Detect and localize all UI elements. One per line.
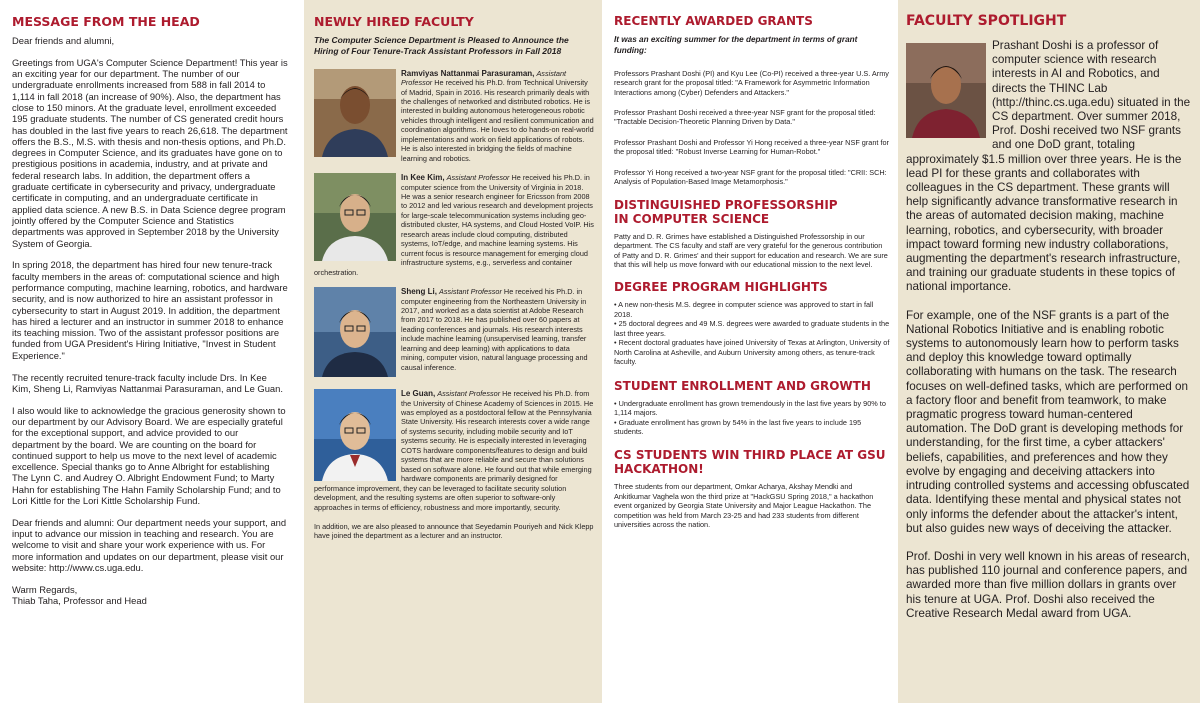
spotlight-photo (906, 43, 986, 138)
newly-hired-faculty-column (304, 0, 602, 703)
section-heading-grants: RECENTLY AWARDED GRANTS (614, 14, 813, 28)
faculty-photo (314, 173, 396, 261)
spotlight-body (906, 39, 1192, 621)
grants-intro: It was an exciting summer for the department in terms of grant funding: (614, 35, 858, 56)
spotlight-paragraph: Prashant Doshi is a professor of computer science with research interests in AI and Robotics, and directs the THINC Lab (http://thinc.cs.uga.edu) situated in the CS department. Over summer 2018, Prof. Doshi received two NSF grants and one DoD grant, totaling approximately $1.5 million over three years. He is the lead PI for these grants and collaborates with colleagues in the CS department. These grants will help significantly advance transformative research in the areas of automated decision making, machine learning, robotics, and cybersecurity, with broader impact toward forming new industry collaborations, augmenting the department's research infrastructure, and training our graduate students in these topics of national importance. (906, 39, 1191, 294)
faculty-title: Assistant Professor (439, 287, 502, 297)
faculty-additional-note: In addition, we are also pleased to announce that Seyedamin Pouriyeh and Nick Klepp have joined the department as a lecturer and an instructor. (314, 522, 594, 541)
section-heading-professorship (614, 198, 890, 226)
list-item: • 25 doctoral degrees and 49 M.S. degrees were awarded to graduate students in the last three years. (614, 319, 890, 338)
faculty-bio: He received his Ph.D. from Technical University of Madrid, Spain in 2016. His research primarily deals with the challenges of networked and distributed robotics. He is interested in building autonomous heterogeneous robotic vehicles through intelligent and resilient communication and coordination algorithms. He loves to do hands-on real-world implementations and work on field applications of robots. He is also interested in bridging the fields of machine learning and robotics. (401, 78, 594, 163)
faculty-name: Le Guan, (401, 389, 436, 399)
faculty-bio: He received his Ph.D. in computer science from the University of Virginia in 2018. He was a senior research engineer for Ericsson from 2008 to 2012 and led various research and development projects for large-scale telecommunication systems including geo-distributed cluster, HA systems, and Cloud Hosted VoIP. His research areas include cloud computing, distributed systems, IoT/edge, and machine learning systems. His current focus is resource management for emerging cloud infrastructure systems, e.g., serverless and container orchestration. (314, 173, 594, 277)
faculty-photo (314, 287, 396, 377)
faculty-name: Sheng Li, (401, 287, 437, 297)
grant-item: Professor Prashant Doshi and Professor Yi Hong received a three-year NSF grant for the proposal titled: "Robust Inverse Learning for Human-Robot." (614, 137, 889, 157)
faculty-title: Assistant Professor (446, 173, 510, 183)
faculty-bio: He received his Ph.D. from the University of Chinese Academy of Sciences in 2015. He was employed as a postdoctoral fellow at the Pennsylvania State University. His research interests cover a wide range of systems security, including mobile security and IoT systems security. He is especially interested in leveraging COTS hardware components/features to design and build systems that are more reliable and secure than solutions based on software alone. He found out that while emerging hardware components are primarily designed for performance improvement, they can be leveraged to facilitate security solution development, and the resulting systems are often superior to software-only approaches in terms of efficiency, robustness and more importantly, security. (314, 389, 594, 512)
hackathon-text: Three students from our department, Omkar Acharya, Akshay Mendki and Ankitkumar Vaghela won the third prize at "HackGSU Spring 2018," a hackathon event organized by Georgia State University and Major League Hackathon. The competition was held from March 23-25 and had 233 students from different universities across the nation. (614, 482, 874, 530)
head-signoff: Warm Regards, (12, 583, 78, 595)
faculty-intro: The Computer Science Department is Pleased to Announce the Hiring of Four Tenure-Track Assistant Professors in Fall 2018 (314, 35, 569, 57)
degree-highlights-list (614, 300, 890, 366)
section-heading-spotlight: FACULTY SPOTLIGHT (906, 13, 1067, 29)
grants-news-column (606, 0, 898, 703)
head-paragraph: The recently recruited tenure-track faculty include Drs. In Kee Kim, Sheng Li, Ramviyas Nattanmai Parasuraman, and Le Guan. (12, 371, 283, 394)
faculty-title: Assistant Professor (437, 389, 501, 399)
grant-item: Professor Yi Hong received a two-year NSF grant for the proposal titled: "CRII: SCH: Analysis of Population-Based Image Metamorphosis." (614, 167, 887, 187)
head-message-body (12, 35, 288, 606)
faculty-profile (314, 287, 594, 379)
list-item: • Recent doctoral graduates have joined University of Texas at Arlington, University of North Carolina at Asheville, and Auburn University among others, as tenure-track faculty. (614, 338, 890, 367)
list-item: • Undergraduate enrollment has grown tremendously in the last five years by 90% to 1,114 majors. (614, 398, 886, 418)
professorship-heading-line: IN COMPUTER SCIENCE (614, 211, 770, 226)
spotlight-paragraph: For example, one of the NSF grants is a part of the National Robotics Initiative and is enabling robotic systems to autonomously learn how to perform tasks and deploy this knowledge toward optimally collaborating with humans on the task. The research focuses on well-defined tasks, which are performed on a factory floor and benefit from teamwork, to make pragmatic progress toward human-centered automation. The DoD grant is developing methods for understanding, for the first time, a cyber attackers' beliefs, capabilities, and preferences and how they evolve by engaging and deceiving attackers into intruding controlled systems and accessing obfuscated data. Identifying these mental and physical states not only informs the defender about the attacker's intent, but also guides new ways of deceiving the attacker. (906, 308, 1190, 535)
section-heading-hackathon: CS STUDENTS WIN THIRD PLACE AT GSU HACKATHON! (614, 448, 886, 477)
head-paragraph: I also would like to acknowledge the gracious generosity shown to our department by our Advisory Board. We are especially grateful for the exceptional support, and advice provided to our department by the board. We are counting on the board for continued support to help us move to the next level of academic excellence. Special thanks go to Anne Albright for establishing The Lynn C. and Audrey O. Albright Endowment Fund; to Marty Hahn for establishing The Hahn Family Scholarship Fund; and to Lori Kittle for the Lori Kittle Scholarship Fund. (12, 404, 286, 506)
section-heading-degree: DEGREE PROGRAM HIGHLIGHTS (614, 280, 828, 295)
head-paragraph: Greetings from UGA's Computer Science Department! This year is an exciting year for our department. The number of our undergraduate enrollments increased from 588 in fall 2014 to 1,114 in fall 2018 (an increase of 90%). Also, the department has close to 150 minors. At the graduate level, enrollment exceeded 195 graduate students. The number of CS generated credit hours has doubled in the last five years to reach 26,618. The department offers the B.S., M.S. with thesis and non-thesis options, and Ph.D. degrees in Computer Science, and its graduates have gone on to prestigious positions in academia, industry, and at private and federal research labs. In addition, the department offers a graduate certificate in cybersecurity and privacy, undergraduate certificate in computing, and an undergraduate certificate in applied data science. A new B.S. in Data Science degree program jointly offered by the Computer Science and Statistics departments was approved in September 2018 by the University System of Georgia. (12, 56, 288, 249)
spotlight-paragraph: Prof. Doshi in very well known in his areas of research, has published 110 journal and conference papers, and awarded more than five million dollars in grants over his tenure at UGA. Prof. Doshi also received the Creative Research Medal award from UGA. (906, 549, 1190, 620)
professorship-heading-line: DISTINGUISHED PROFESSORSHIP (614, 197, 838, 212)
list-item: • Graduate enrollment has grown by 54% in the last five years to include 195 students. (614, 417, 862, 437)
head-paragraph: Dear friends and alumni: Our department needs your support, and input to advance our mission in teaching and research. You are welcome to visit and share your work experience with us. For more information and updates on our department, please visit our website: http://www.cs.uga.edu. (12, 516, 287, 573)
message-from-head-column (0, 0, 298, 703)
faculty-profile (314, 173, 594, 277)
faculty-profile (314, 389, 594, 512)
head-greeting: Dear friends and alumni, (12, 35, 115, 46)
head-signature: Thiab Taha, Professor and Head (12, 595, 147, 607)
head-paragraph: In spring 2018, the department has hired four new tenure-track faculty members in the areas of: computational science and high performance computing, machine learning, robotics, and hardware security, and is now authorized to hire an assistant professor in cybersecurity to start in August 2019. In addition, the department has hired a lecturer and an instructor in summer 2018 to enhance its teaching mission. Two of the assistant professor positions are funded from UGA President's Hiring Initiative, "Invest in Student Experience." (12, 259, 288, 361)
faculty-title: Assistant Professor (401, 68, 567, 88)
faculty-name: Ramviyas Nattanmai Parasuraman, (401, 68, 535, 78)
section-heading-head: MESSAGE FROM THE HEAD (12, 14, 200, 29)
professorship-text: Patty and D. R. Grimes have established a Distinguished Professorship in our department. The CS faculty and staff are very grateful for the generous contribution of Patty and D. R. Grimes' and their support for education and research. We are sure that this will help us move forward with our educational mission to the next level. (614, 231, 888, 270)
list-item: • A new non-thesis M.S. degree in computer science was approved to start in fall 2018. (614, 300, 874, 319)
faculty-spotlight-column (898, 0, 1200, 703)
grant-item: Professors Prashant Doshi (PI) and Kyu Lee (Co-PI) received a three-year U.S. Army research grant for the proposal titled: "A Framework for Asymmetric Information Interactions among (Cyber) Defenders and Attackers." (614, 68, 889, 97)
grant-item: Professor Prashant Doshi received a three-year NSF grant for the proposal titled: "Tractable Decision-Theoretic Planning Driven by Data." (614, 107, 876, 127)
faculty-bio: He received his Ph.D. in computer engineering from the Northeastern University in 2017, and worked as a data scientist at Adobe Research from 2017 to 2018. He has published over 60 papers at leading conferences and journals. His research interests include machine learning (unsupervised learning, transfer learning and deep learning) with applications to data mining, computer vision, natural language processing and causal inference. (401, 287, 588, 372)
section-heading-enrollment: STUDENT ENROLLMENT AND GROWTH (614, 378, 871, 393)
faculty-photo (314, 389, 396, 481)
faculty-profile (314, 69, 594, 164)
section-heading-faculty: NEWLY HIRED FACULTY (314, 14, 474, 29)
faculty-photo (314, 69, 396, 157)
faculty-name: In Kee Kim, (401, 173, 445, 183)
enrollment-list (614, 399, 890, 437)
